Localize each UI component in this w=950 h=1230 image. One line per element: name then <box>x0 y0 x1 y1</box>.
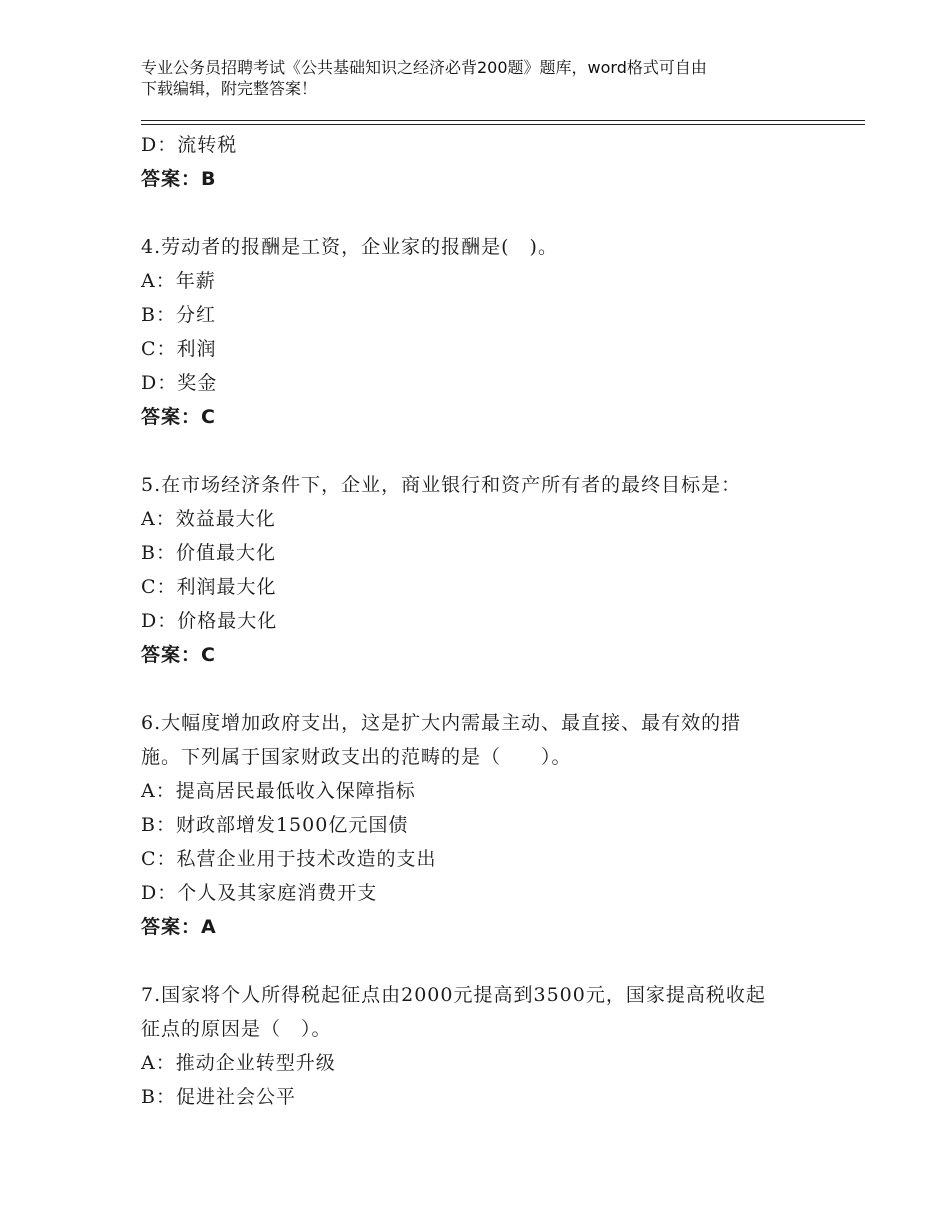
option-d: D：个人及其家庭消费开支 <box>141 882 378 904</box>
option-d: D：流转税 <box>141 134 238 156</box>
option-b: B：分红 <box>141 304 216 326</box>
option-a: A：年薪 <box>141 270 216 292</box>
option-d: D：价格最大化 <box>141 610 278 632</box>
header-rule-top <box>141 120 865 121</box>
option-c: C：利润 <box>141 338 217 360</box>
option-c: C：利润最大化 <box>141 576 277 598</box>
spacer <box>141 196 841 230</box>
option-d: D：奖金 <box>141 372 218 394</box>
question-6 <box>141 706 841 944</box>
option-a: A：提高居民最低收入保障指标 <box>141 780 416 802</box>
header-line-2: 下载编辑，附完整答案！ <box>141 79 318 98</box>
question-text-line-2: 征点的原因是（ ）。 <box>141 1018 332 1040</box>
spacer <box>141 944 841 978</box>
option-b: B：促进社会公平 <box>141 1086 296 1108</box>
question-text-line-1: 7.国家将个人所得税起征点由2000元提高到3500元，国家提高税收起 <box>141 984 766 1006</box>
answer-line: 答案：C <box>141 406 216 428</box>
spacer <box>141 434 841 468</box>
question-text-line-2: 施。下列属于国家财政支出的范畴的是（ ）。 <box>141 746 572 768</box>
option-a: A：效益最大化 <box>141 508 276 530</box>
option-b: B：价值最大化 <box>141 542 276 564</box>
option-a: A：推动企业转型升级 <box>141 1052 336 1074</box>
question-text: 5.在市场经济条件下，企业，商业银行和资产所有者的最终目标是： <box>141 474 742 496</box>
header-rule-bottom <box>141 124 865 125</box>
header-line-1: 专业公务员招聘考试《公共基础知识之经济必背200题》题库，word格式可自由 <box>141 58 707 77</box>
question-4 <box>141 230 841 434</box>
answer-line: 答案：B <box>141 168 217 190</box>
page-header <box>141 57 821 99</box>
answer-line: 答案：C <box>141 644 216 666</box>
question-text-line-1: 6.大幅度增加政府支出，这是扩大内需最主动、最直接、最有效的措 <box>141 712 742 734</box>
question-list <box>141 128 841 1114</box>
option-b: B：财政部增发1500亿元国债 <box>141 814 409 836</box>
spacer <box>141 672 841 706</box>
question-7 <box>141 978 841 1114</box>
question-text: 4.劳动者的报酬是工资，企业家的报酬是( )。 <box>141 236 558 258</box>
answer-line: 答案：A <box>141 916 217 938</box>
question-5 <box>141 468 841 672</box>
option-c: C：私营企业用于技术改造的支出 <box>141 848 437 870</box>
